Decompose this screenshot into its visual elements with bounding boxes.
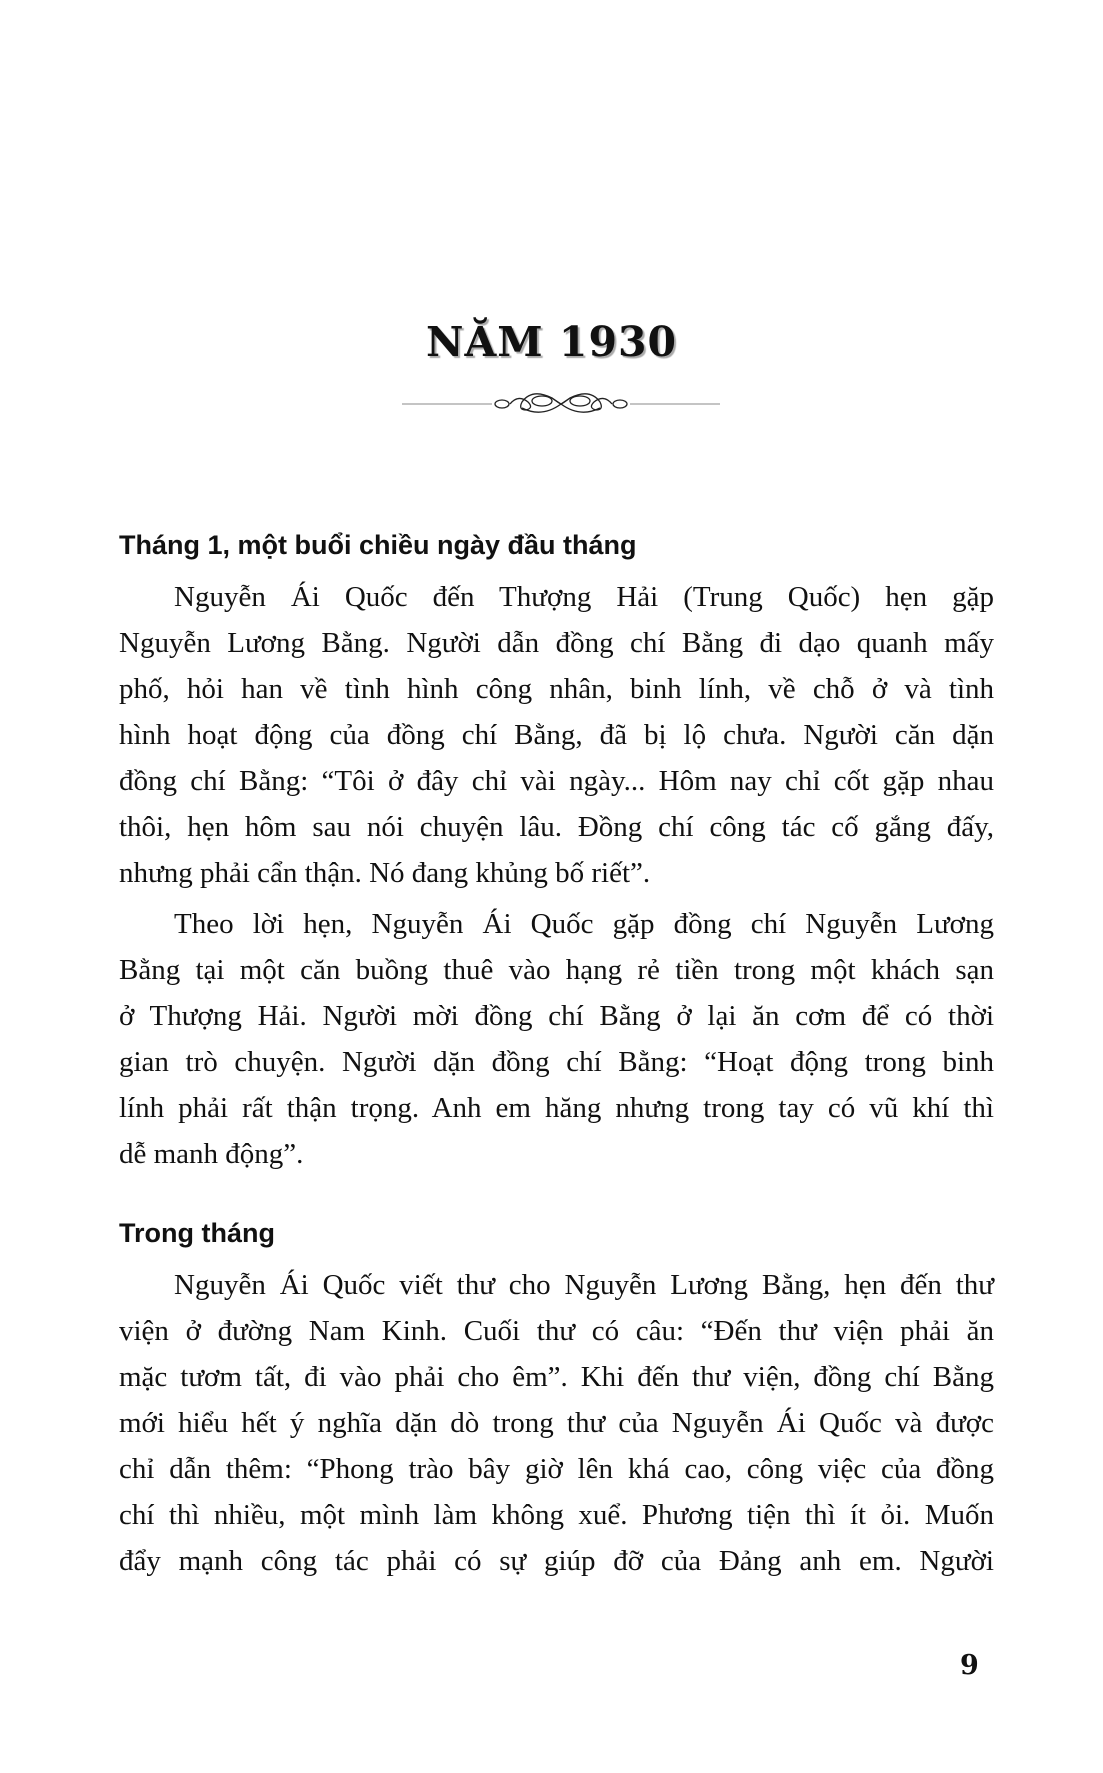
chapter-title: NĂM 1930	[425, 318, 678, 366]
text-line: gian trò chuyện. Người dặn đồng chí Bằng: “Hoạt động trong binh	[119, 1046, 994, 1078]
text-line: mặc tươm tất, đi vào phải cho êm”. Khi đến thư viện, đồng chí Bằng	[119, 1361, 994, 1393]
text-line: Theo lời hẹn, Nguyễn Ái Quốc gặp đồng chí Nguyễn Lương	[174, 908, 994, 940]
text-line: đẩy mạnh công tác phải có sự giúp đỡ của Đảng anh em. Người	[119, 1545, 994, 1577]
text-line: Nguyễn Ái Quốc viết thư cho Nguyễn Lương Bằng, hẹn đến thư	[174, 1269, 994, 1301]
section-heading: Tháng 1, một buổi chiều ngày đầu tháng	[119, 530, 637, 560]
text-line: đồng chí Bằng: “Tôi ở đây chỉ vài ngày... Hôm nay chỉ cốt gặp nhau	[119, 765, 994, 797]
section-heading: Trong tháng	[119, 1218, 275, 1248]
text-line: mới hiểu hết ý nghĩa dặn dò trong thư của Nguyễn Ái Quốc và được	[119, 1407, 994, 1439]
text-line: Nguyễn Lương Bằng. Người dẫn đồng chí Bằng đi dạo quanh mấy	[119, 627, 994, 659]
text-line: Bằng tại một căn buồng thuê vào hạng rẻ tiền trong một khách sạn	[119, 954, 994, 986]
text-line: nhưng phải cẩn thận. Nó đang khủng bố riết”.	[119, 857, 651, 889]
text-line: hình hoạt động của đồng chí Bằng, đã bị lộ chưa. Người căn dặn	[119, 719, 994, 751]
text-line: lính phải rất thận trọng. Anh em hăng nhưng trong tay có vũ khí thì	[119, 1092, 994, 1124]
page-number: 9	[960, 1650, 979, 1681]
text-line: phố, hỏi han về tình hình công nhân, binh lính, về chỗ ở và tình	[119, 673, 994, 705]
text-line: dễ manh động”.	[119, 1138, 304, 1170]
text-line: thôi, hẹn hôm sau nói chuyện lâu. Đồng chí công tác cố gắng đấy,	[119, 811, 994, 843]
text-line: viện ở đường Nam Kinh. Cuối thư có câu: “Đến thư viện phải ăn	[119, 1315, 994, 1347]
flourish-divider-icon	[402, 384, 720, 424]
text-line: Nguyễn Ái Quốc đến Thượng Hải (Trung Quốc) hẹn gặp	[174, 581, 994, 613]
text-line: chỉ dẫn thêm: “Phong trào bây giờ lên khá cao, công việc của đồng	[119, 1453, 994, 1485]
text-line: chí thì nhiều, một mình làm không xuể. Phương tiện thì ít ỏi. Muốn	[119, 1499, 994, 1531]
text-line: ở Thượng Hải. Người mời đồng chí Bằng ở lại ăn cơm để có thời	[119, 1000, 994, 1032]
